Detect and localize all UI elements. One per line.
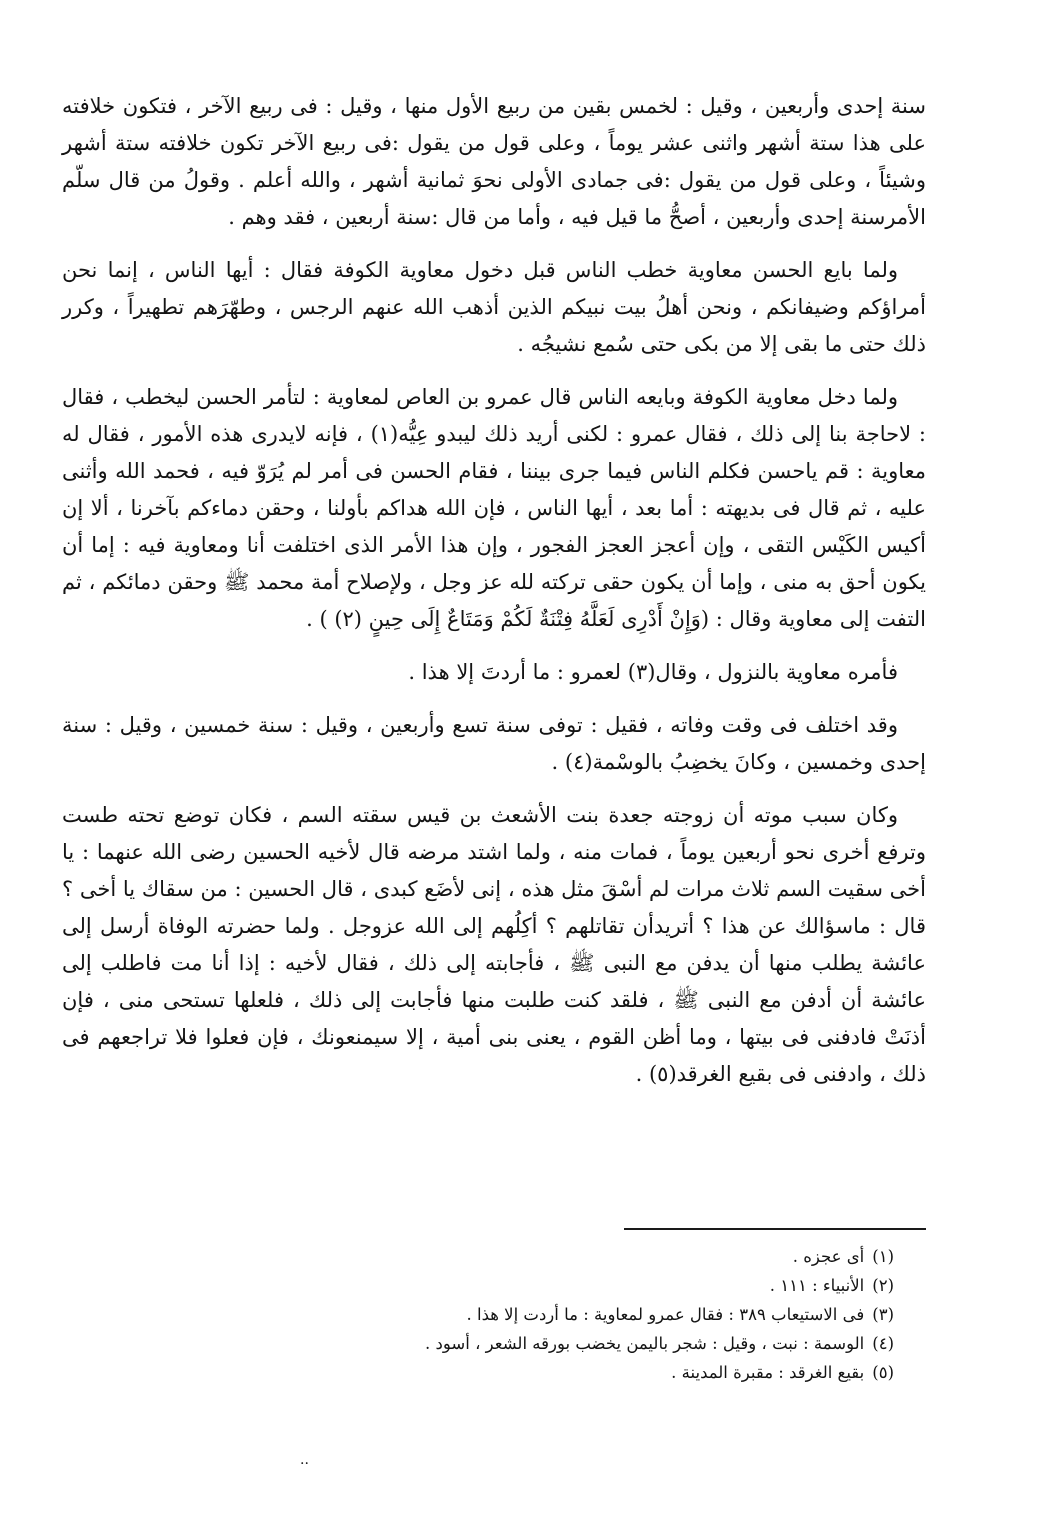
footnote-number: (٥) [872,1363,894,1382]
footnotes [200,1242,894,1387]
footnote-text: الأنبياء : ١١١ . [769,1276,865,1295]
footnote-2 [200,1271,894,1300]
paragraph-3: ولما دخل معاوية الكوفة وبايعه الناس قال عمرو بن العاص لمعاوية : لتأمر الحسن ليخطب ، فقال : لاحاجة بنا إلى ذلك ، فقال عمرو : لكنى أريد ذلك ليبدو عِيُّه(١) ، فإنه لايدرى هذه الأمور ، فقال له معاوية : قم ياحسن فكلم الناس فيما جرى بيننا ، فقام الحسن فى أمر لم يُرَوّ فيه ، فحمد الله وأثنى عليه ، ثم قال فى بديهته : أما بعد ، أيها الناس ، فإن الله هداكم بأولنا ، وحقن دماءكم بآخرنا ، ألا إن أكيس الكَيْس التقى ، وإن أعجز العجز الفجور ، وإن هذا الأمر الذى اختلفت أنا ومعاوية فيه : إما أن يكون أحق به منى ، وإما أن يكون حقى تركته لله عز وجل ، ولإصلاح أمة محمد ﷺ وحقن دمائكم ، ثم التفت إلى معاوية وقال : (وَإِنْ أَدْرِى لَعَلَّهُ فِتْنَةٌ لَكُمْ وَمَتَاعٌ إِلَى حِينٍ (٢) ) . [62,385,926,631]
footnote-text: أى عجزه . [792,1247,865,1266]
footnote-4 [200,1329,894,1358]
paragraph-5: وقد اختلف فى وقت وفاته ، فقيل : توفى سنة تسع وأربعين ، وقيل : سنة خمسين ، وقيل : سنة إحدى وخمسين ، وكانَ يخضِبُ بالوسْمة(٤) . [62,713,926,774]
footnote-divider [624,1228,926,1230]
footnote-3 [200,1300,894,1329]
footnote-text: فى الاستيعاب ٣٨٩ : فقال عمرو لمعاوية : ما أردت إلا هذا . [466,1305,865,1324]
page-mark: .. [300,1452,309,1468]
footnote-1 [200,1242,894,1271]
paragraph-1: سنة إحدى وأربعين ، وقيل : لخمس بقين من ربيع الأول منها ، وقيل : فى ربيع الآخر ، فتكون خلافته على هذا ستة أشهر واثنى عشر يوماً ، وعلى قول من يقول :فى ربيع الآخر تكون خلافته ستة أشهر وشيئاً ، وعلى قول من يقول :فى جمادى الأولى نحوَ ثمانية أشهر ، والله أعلم . وقولُ من قال سلّم الأمرسنة إحدى وأربعين ، أصحُّ ما قيل فيه ، وأما من قال :سنة أربعين ، فقد وهم . [62,94,926,229]
footnote-number: (٢) [872,1276,894,1295]
main-text [62,88,926,1109]
footnote-number: (٣) [872,1305,894,1324]
paragraph-6: وكان سبب موته أن زوجته جعدة بنت الأشعث بن قيس سقته السم ، فكان توضع تحته طست وترفع أخرى نحو أربعين يوماً ، فمات منه ، ولما اشتد مرضه قال لأخيه الحسين رضى الله عنهما : يا أخى سقيت السم ثلاث مرات لم أسْقَ مثل هذه ، إنى لأضَع كبدى ، قال الحسين : من سقاك يا أخى ؟ قال : ماسؤالك عن هذا ؟ أتريدأن تقاتلهم ؟ أكِلُهم إلى الله عزوجل . ولما حضرته الوفاة أرسل إلى عائشة يطلب منها أن يدفن مع النبى ﷺ ، فأجابته إلى ذلك ، فقال لأخيه : إذا أنا مت فاطلب إلى عائشة أن أدفن مع النبى ﷺ ، فلقد كنت طلبت منها فأجابت إلى ذلك ، فلعلها تستحى منى ، فإن أذنَتْ فادفنى فى بيتها ، وما أظن القوم ، يعنى بنى أمية ، إلا سيمنعونك ، فإن فعلوا فلا تراجعهم فى ذلك ، وادفنى فى بقيع الغرقد(٥) . [62,803,926,1086]
footnote-number: (٤) [872,1334,894,1353]
footnote-text: الوسمة : نبت ، وقيل : شجر باليمن يخضب بورقه الشعر ، أسود . [425,1334,865,1353]
paragraph-2: ولما بايع الحسن معاوية خطب الناس قبل دخول معاوية الكوفة فقال : أيها الناس ، إنما نحن أمراؤكم وضيفانكم ، ونحن أهلُ بيت نبيكم الذين أذهب الله عنهم الرجس ، وطهّرَهم تطهيراً ، وكرر ذلك حتى ما بقى إلا من بكى حتى سُمع نشيجُه . [62,258,926,356]
footnote-text: بقيع الغرقد : مقبرة المدينة . [671,1363,865,1382]
footnote-number: (١) [872,1247,894,1266]
paragraph-4: فأمره معاوية بالنزول ، وقال(٣) لعمرو : ما أردتَ إلا هذا . [408,660,898,684]
footnote-5 [200,1358,894,1387]
